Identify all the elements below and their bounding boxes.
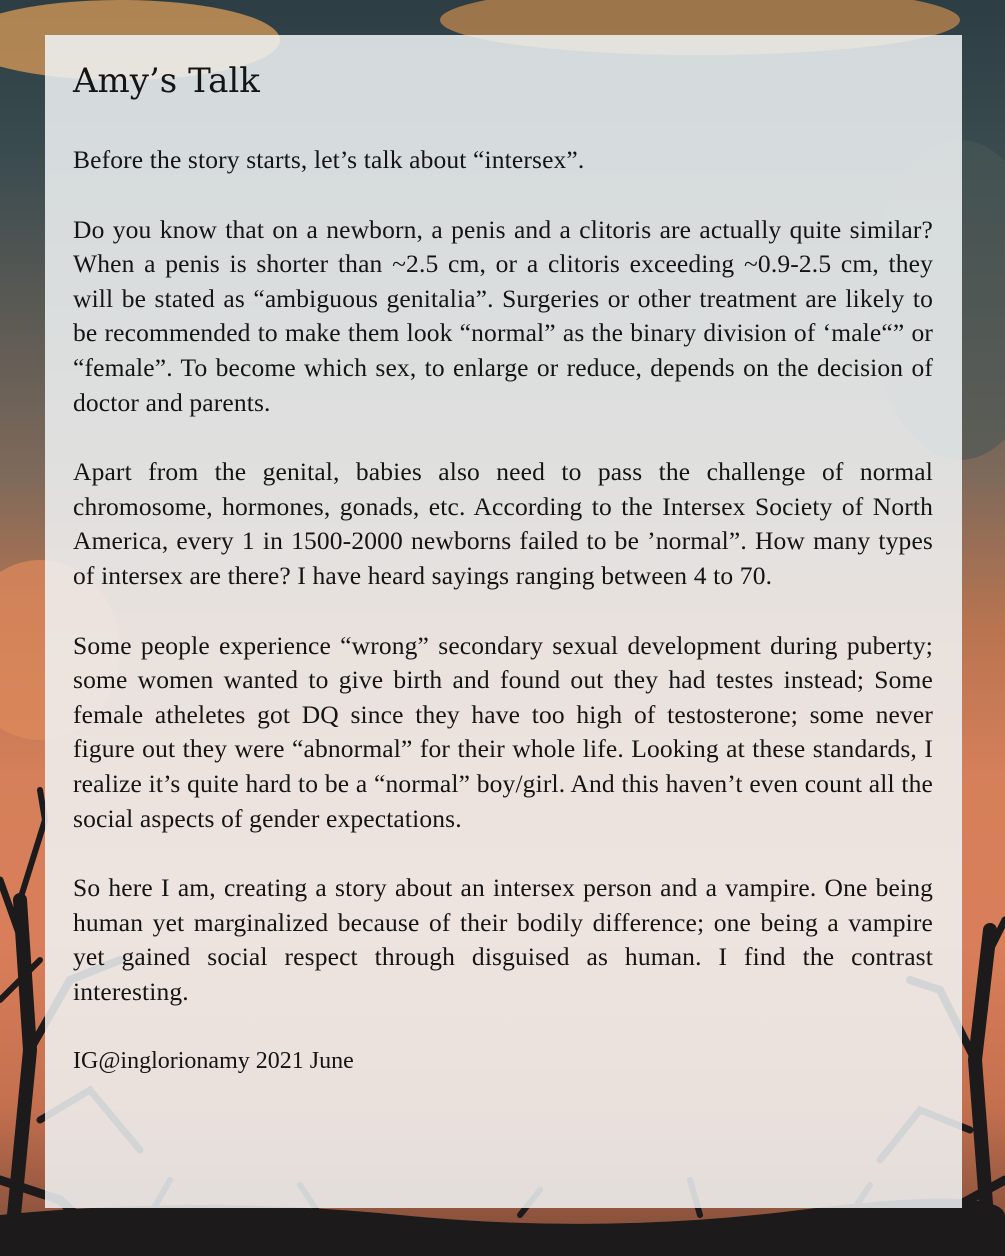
paragraph-puberty: Some people experience “wrong” secondary sexual development during puberty; some women wanted to give birth and found out they had testes instead; Some female atheletes got DQ since they have too high of testosterone; some never figure out they were “abnormal” for their whole life. Looking at these standards, I realize it’s quite hard to be a “normal” boy/girl. And this haven’t even count all the social aspects of gender expectations. — [73, 630, 933, 833]
paragraph-newborn: Do you know that on a newborn, a penis and a clitoris are actually quite similar? When a penis is shorter than ~2.5 cm, or a clitoris exceeding ~0.9-2.5 cm, they will be stated as “ambiguous genitalia”. Surgeries or other treatment are likely to be recommended to make them look “normal” as the binary division of ‘male“” or “female”. To become which sex, to enlarge or reduce, depends on the decision of doctor and parents. — [73, 214, 933, 417]
text-panel — [45, 35, 962, 1208]
paragraph-story: So here I am, creating a story about an intersex person and a vampire. One being human yet marginalized because of their bodily difference; one being a vampire yet gained social respect through disguised as human. I find the contrast interesting. — [73, 873, 933, 1006]
paragraph-intro: Before the story starts, let’s talk about “intersex”. — [73, 145, 585, 174]
paragraph-chromosome: Apart from the genital, babies also need to pass the challenge of normal chromosome, hormones, gonads, etc. According to the Intersex Society of North America, every 1 in 1500-2000 newborns failed to be ’normal”. How many types of intersex are there? I have heard sayings ranging between 4 to 70. — [73, 457, 933, 590]
signature: IG@inglorionamy 2021 June — [73, 1048, 354, 1075]
page-title: Amy’s Talk — [73, 61, 260, 101]
